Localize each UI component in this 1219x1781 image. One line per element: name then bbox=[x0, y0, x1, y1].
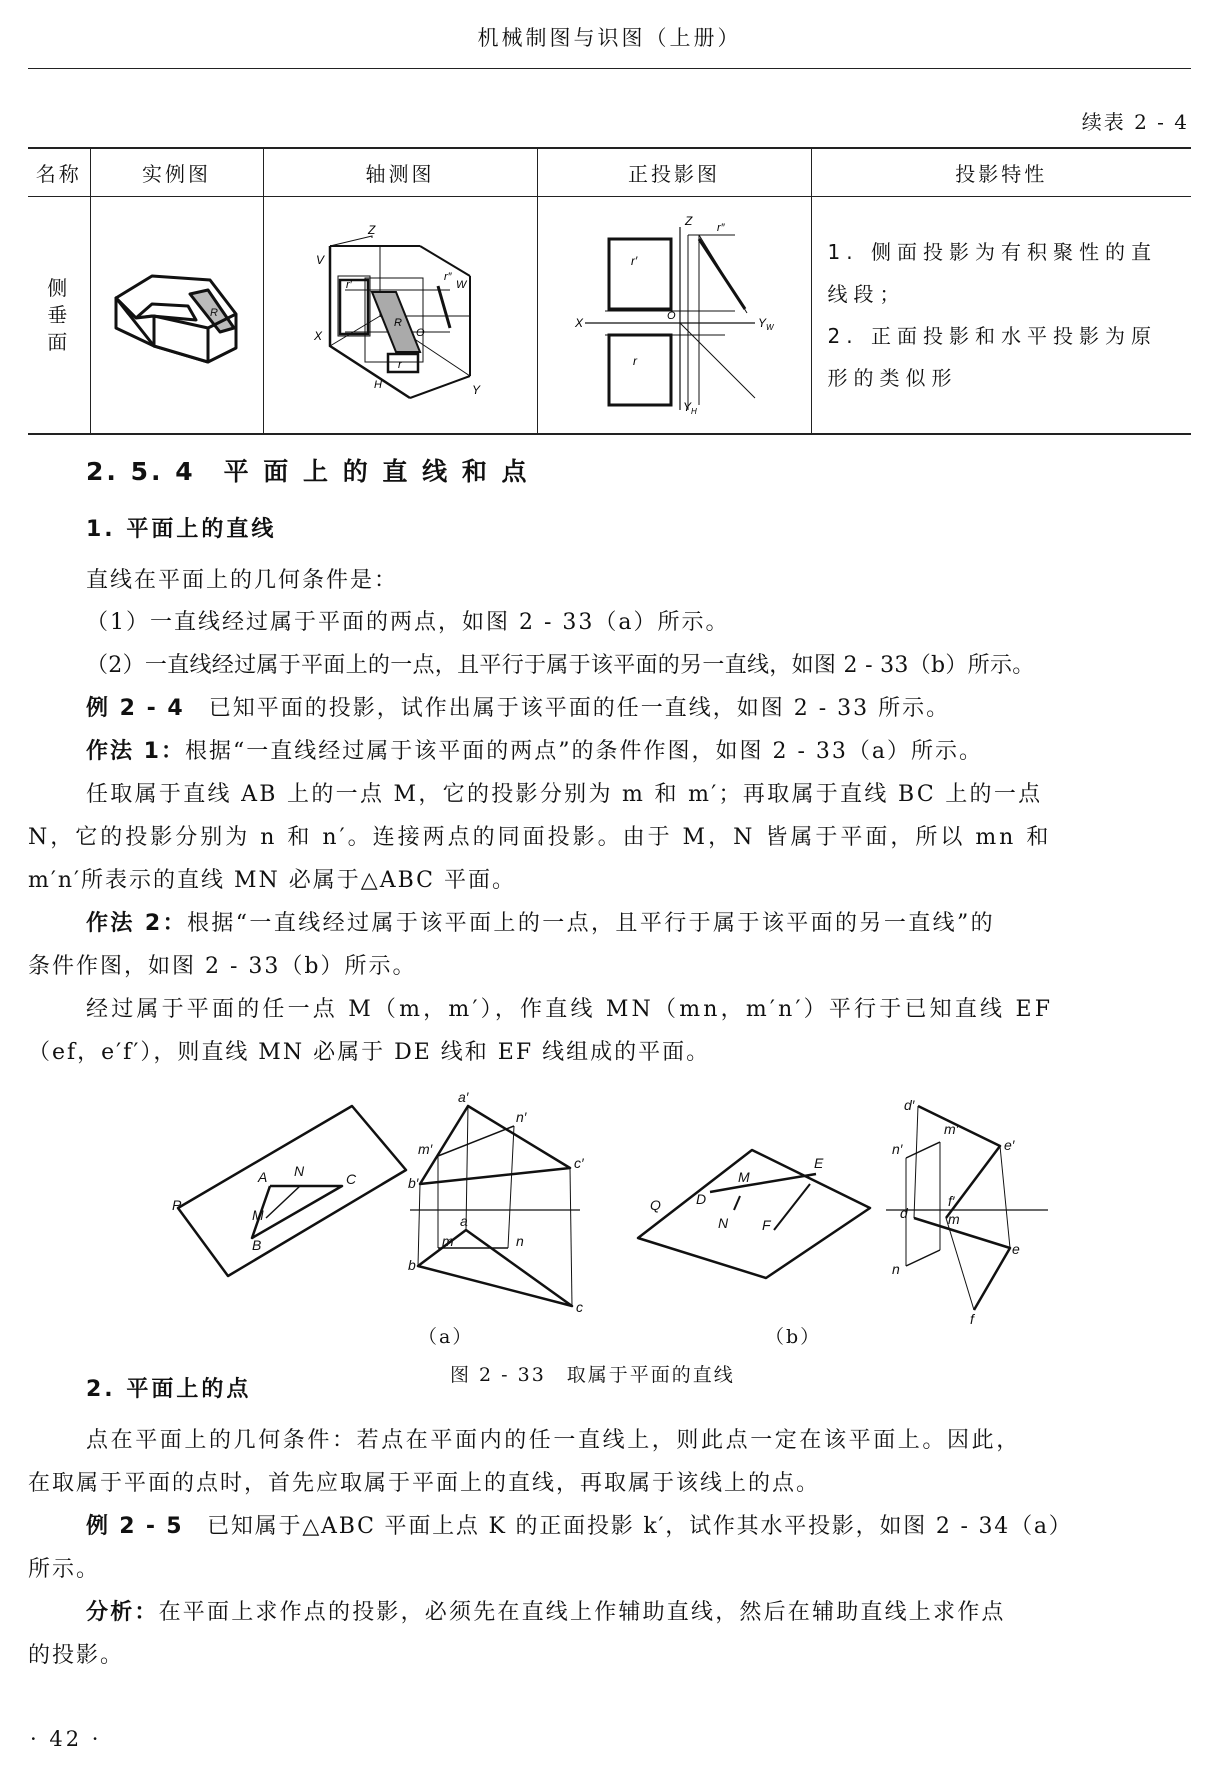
col-header-example: 实例图 bbox=[90, 148, 263, 197]
fig-b-label-Q: Q bbox=[650, 1197, 661, 1213]
fig-b-label-M: M bbox=[738, 1169, 750, 1185]
paragraph: （1）一直线经过属于平面的两点，如图 2 - 33（a）所示。 bbox=[86, 610, 730, 635]
paragraph: （2）一直线经过属于平面上的一点，且平行于属于该平面的另一直线，如图 2 - 33（b）所示。 bbox=[86, 653, 1035, 678]
row-name-cell: 侧 垂 面 bbox=[28, 197, 90, 435]
fig-a-label-bp: b′ bbox=[408, 1175, 419, 1191]
subfigure-label-b: （b） bbox=[765, 1326, 822, 1348]
fig-b-label-ep: e′ bbox=[1004, 1137, 1015, 1153]
figure-2-33 bbox=[170, 1089, 1050, 1327]
table-continuation-label: 续表 2 - 4 bbox=[1081, 110, 1189, 134]
fig-a-label-n: n bbox=[516, 1233, 524, 1249]
paragraph: 任取属于直线 AB 上的一点 M，它的投影分别为 m 和 m′；再取属于直线 BC 上的一点 bbox=[86, 782, 1043, 807]
axo-label-w: W bbox=[456, 279, 467, 291]
running-header: 机械制图与识图（上册） bbox=[477, 26, 742, 50]
header-rule bbox=[28, 68, 1191, 69]
properties-cell bbox=[811, 197, 1191, 435]
axo-label-z: Z bbox=[368, 223, 376, 237]
page-number: · 42 · bbox=[30, 1727, 102, 1751]
col-header-properties: 投影特性 bbox=[811, 148, 1191, 197]
subfigure-label-a: （a） bbox=[418, 1326, 474, 1348]
figure-caption: 图 2 - 33 取属于平面的直线 bbox=[450, 1364, 735, 1386]
fig-a-label-cp: c′ bbox=[574, 1155, 584, 1171]
paragraph: 的投影。 bbox=[28, 1643, 125, 1668]
example-paragraph: 例 2 - 4 已知平面的投影，试作出属于该平面的任一直线，如图 2 - 33 所示。 bbox=[86, 696, 951, 721]
fig-a-label-np: n′ bbox=[516, 1109, 527, 1125]
fig-a-label-N: N bbox=[294, 1163, 305, 1179]
fig-a-label-b: b bbox=[408, 1257, 416, 1273]
paragraph: m′n′所表示的直线 MN 必属于△ABC 平面。 bbox=[28, 868, 516, 893]
section-title: 平 面 上 的 直 线 和 点 bbox=[223, 457, 530, 486]
analysis-paragraph: 分析：在平面上求作点的投影，必须先在直线上作辅助直线，然后在辅助直线上求作点 bbox=[86, 1600, 1006, 1625]
section-heading bbox=[86, 452, 530, 488]
axo-label-r: r bbox=[398, 359, 402, 371]
paragraph: 条件作图，如图 2 - 33（b）所示。 bbox=[28, 954, 417, 979]
fig-b-label-m: m bbox=[948, 1211, 960, 1227]
paragraph: （ef，e′f′），则直线 MN 必属于 DE 线和 EF 线组成的平面。 bbox=[28, 1040, 711, 1065]
method-label: 作法 1： bbox=[86, 739, 185, 764]
fig-b-label-mp: m′ bbox=[944, 1121, 959, 1137]
fig-b-label-e: e bbox=[1012, 1241, 1020, 1257]
ortho-label-rp: r′ bbox=[631, 254, 638, 268]
axonometric-drawing bbox=[310, 223, 490, 406]
fig-a-label-A: A bbox=[258, 1169, 268, 1185]
fig-b-label-D: D bbox=[696, 1191, 707, 1207]
fig-b-label-fp: f′ bbox=[948, 1193, 955, 1209]
axo-label-v: V bbox=[316, 253, 325, 267]
ortho-label-r: r bbox=[633, 354, 637, 368]
axo-label-x: X bbox=[314, 329, 323, 343]
subsection-heading-1: 1. 平面上的直线 bbox=[86, 517, 277, 542]
fig-a-label-c: c bbox=[576, 1299, 583, 1315]
paragraph: 所示。 bbox=[28, 1557, 101, 1582]
paragraph: 直线在平面上的几何条件是： bbox=[86, 568, 399, 593]
fig-a-label-a: a bbox=[460, 1213, 468, 1229]
property-item: 2. 正面投影和水平投影为原形的类似形 bbox=[827, 324, 1157, 390]
ortho-label-yh: $Y_H$ bbox=[683, 400, 697, 416]
paragraph: 在取属于平面的点时，首先应取属于平面上的直线，再取属于该线上的点。 bbox=[28, 1471, 821, 1496]
method-label: 作法 2： bbox=[86, 911, 187, 936]
fig-a-label-M: M bbox=[252, 1207, 264, 1223]
fig-b-label-N: N bbox=[718, 1215, 729, 1231]
paragraph: 点在平面上的几何条件：若点在平面内的任一直线上，则此点一定在该平面上。因此， bbox=[86, 1428, 1021, 1453]
example-label: 例 2 - 4 bbox=[86, 696, 185, 721]
fig-a-label-B: B bbox=[252, 1237, 262, 1253]
fig-a-label-P: P bbox=[172, 1197, 182, 1213]
fig-b-label-E: E bbox=[814, 1155, 824, 1171]
axo-label-y: Y bbox=[472, 383, 481, 397]
orthographic-drawing bbox=[575, 215, 775, 415]
ortho-label-z: Z bbox=[685, 214, 693, 228]
example-paragraph: 例 2 - 5 已知属于△ABC 平面上点 K 的正面投影 k′，试作其水平投影，如图 2 - 34（a） bbox=[86, 1514, 1073, 1539]
axo-label-rpp: r″ bbox=[444, 271, 452, 283]
property-item: 1. 侧面投影为有积聚性的直线段； bbox=[827, 240, 1157, 306]
ortho-label-yw: $Y_W$ bbox=[758, 316, 774, 332]
col-header-name: 名称 bbox=[28, 148, 90, 197]
ortho-label-rpp: r″ bbox=[717, 222, 725, 234]
fig-a-label-C: C bbox=[346, 1171, 357, 1187]
axo-label-rp: r′ bbox=[346, 279, 352, 291]
section-number: 2. 5. 4 bbox=[86, 457, 196, 486]
axo-label-R: R bbox=[394, 317, 402, 329]
fig-a-label-ap: a′ bbox=[458, 1089, 469, 1105]
ortho-label-o: O bbox=[667, 310, 676, 322]
fig-b-label-f: f bbox=[970, 1311, 974, 1327]
paragraph: 经过属于平面的任一点 M（m，m′），作直线 MN（mn，m′n′）平行于已知直线 EF bbox=[86, 997, 1054, 1022]
axo-label-h: H bbox=[374, 379, 382, 391]
axo-label-o: O bbox=[416, 327, 425, 339]
example-label: 例 2 - 5 bbox=[86, 1514, 184, 1539]
table-header-row bbox=[28, 148, 1191, 197]
fig-b-label-dp: d′ bbox=[904, 1097, 915, 1113]
fig-b-label-d: d bbox=[900, 1205, 908, 1221]
paragraph: N，它的投影分别为 n 和 n′。连接两点的同面投影。由于 M，N 皆属于平面，所以 mn 和 bbox=[28, 825, 1052, 850]
example-plane-label: R bbox=[210, 307, 218, 319]
fig-b-label-n: n bbox=[892, 1261, 900, 1277]
ortho-label-x: X bbox=[575, 316, 584, 330]
fig-b-label-F: F bbox=[762, 1217, 771, 1233]
fig-b-label-np: n′ bbox=[892, 1141, 903, 1157]
fig-a-label-mp: m′ bbox=[418, 1141, 433, 1157]
example-solid-drawing bbox=[110, 270, 240, 370]
subsection-heading-2: 2. 平面上的点 bbox=[86, 1377, 252, 1402]
method-paragraph: 作法 2：根据“一直线经过属于该平面上的一点，且平行于属于该平面的另一直线”的 bbox=[86, 911, 996, 936]
method-paragraph: 作法 1：根据“一直线经过属于该平面的两点”的条件作图，如图 2 - 33（a）所示。 bbox=[86, 739, 983, 764]
analysis-label: 分析： bbox=[86, 1600, 159, 1625]
col-header-axonometric: 轴测图 bbox=[263, 148, 537, 197]
fig-a-label-m: m bbox=[442, 1233, 454, 1249]
col-header-orthographic: 正投影图 bbox=[537, 148, 811, 197]
